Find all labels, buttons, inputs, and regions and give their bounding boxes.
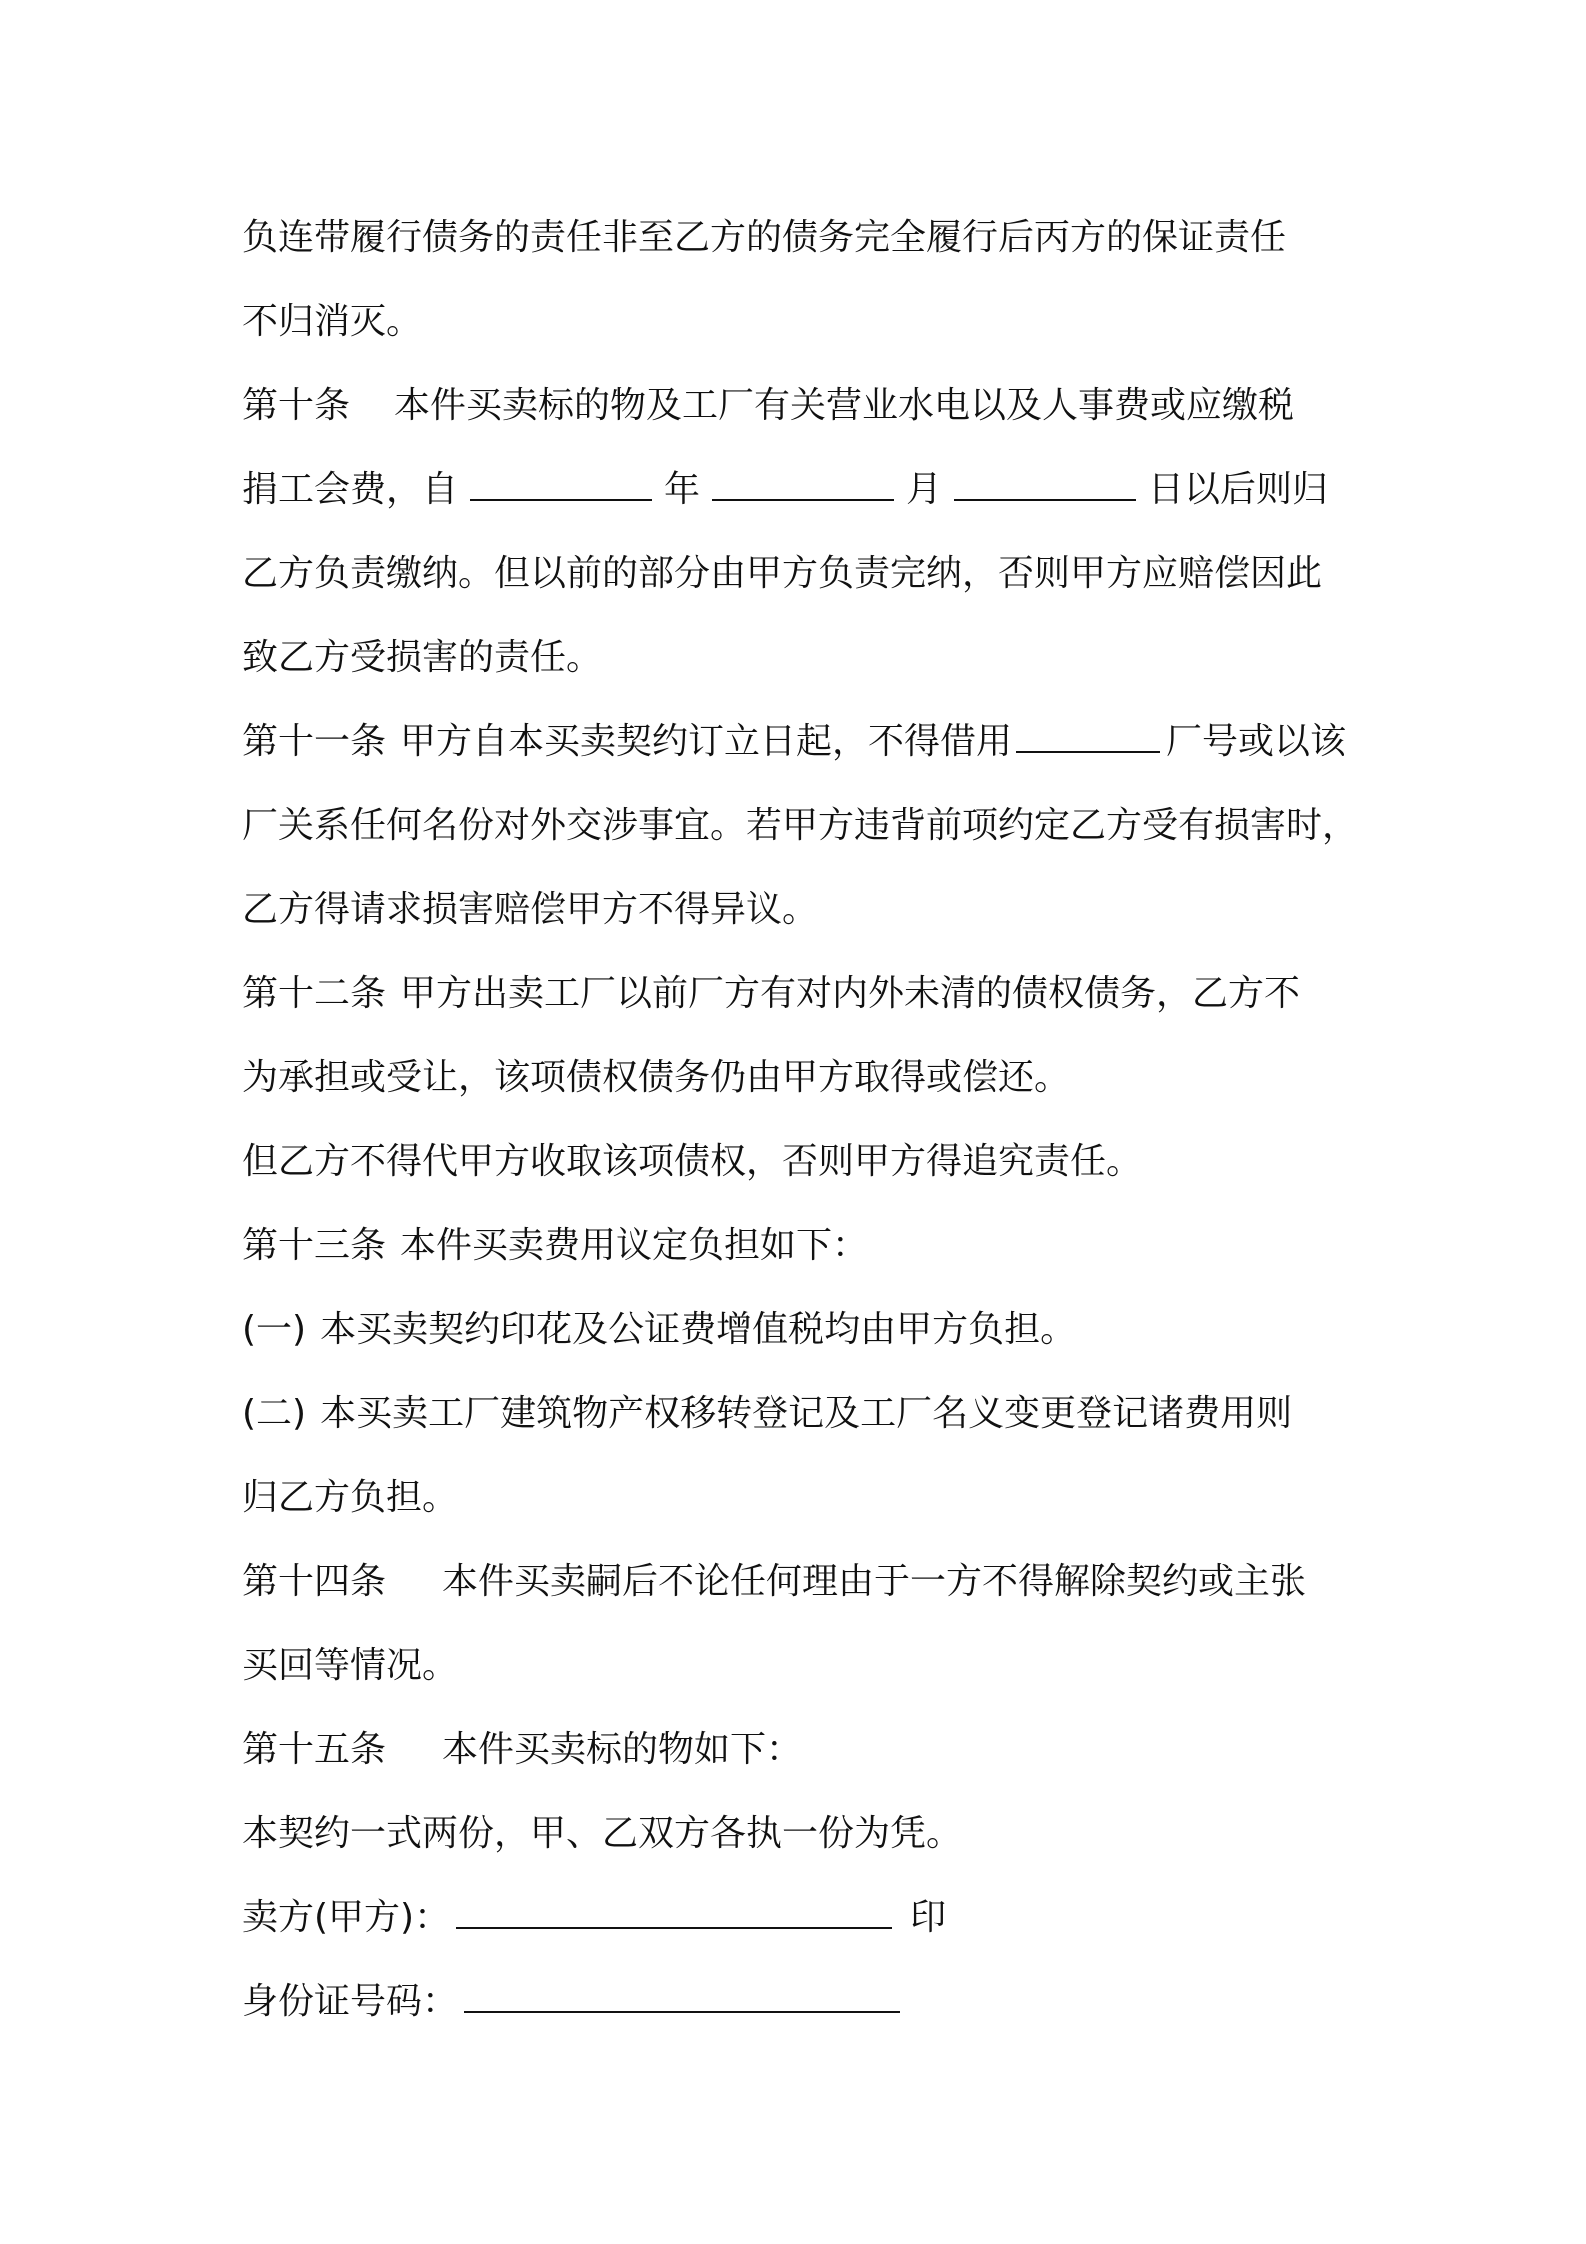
text-line [242,616,1362,700]
line-text: 甲方自本买卖契约订立日起，不得借用 [400,721,1013,762]
line-text: 乙方负责缴纳。但以前的部分由甲方负责完纳，否则甲方应赔偿因此 [242,553,1323,594]
text-line [242,868,1362,952]
article-heading: 第十三条 [242,1225,387,1266]
line-text: 甲方出卖工厂以前厂方有对内外未清的债权债务，乙方不 [400,973,1301,1014]
line-text: 捐工会费，自 [242,469,459,510]
list-item-1 [242,1288,1362,1372]
id-label: 身份证号码： [242,1981,459,2022]
line-text: 乙方得请求损害赔偿甲方不得异议。 [242,889,819,930]
id-number-blank[interactable] [464,1973,900,2013]
line-text: 负连带履行债务的责任非至乙方的债务完全履行后丙方的保证责任 [242,217,1287,258]
text-line [242,280,1362,364]
article-10-heading-line [242,364,1362,448]
text-line [242,1120,1362,1204]
line-text: 为承担或受让，该项债权债务仍由甲方取得或偿还。 [242,1057,1071,1098]
id-number-line [242,1960,1362,2044]
article-heading: 第十条 [242,385,351,426]
seal-label: 印 [910,1897,947,1938]
list-item-2 [242,1372,1362,1456]
line-text: 买回等情况。 [242,1645,459,1686]
text-line [242,1036,1362,1120]
line-text: 归乙方负担。 [242,1477,459,1518]
line-text: 本买卖工厂建筑物产权移转登记及工厂名义变更登记诸费用则 [320,1393,1293,1434]
text-line [242,196,1362,280]
line-text: 但乙方不得代甲方收取该项债权，否则甲方得追究责任。 [242,1141,1143,1182]
contract-body [242,196,1362,2044]
text-line [242,1792,1362,1876]
article-14-heading-line [242,1540,1362,1624]
text-line [242,1456,1362,1540]
month-blank[interactable] [712,461,894,501]
line-text: 本件买卖费用议定负担如下： [400,1225,869,1266]
year-blank[interactable] [470,461,652,501]
text-line [242,1624,1362,1708]
article-heading: 第十四条 [242,1561,387,1602]
year-label: 年 [664,469,701,510]
text-line [242,784,1362,868]
day-blank[interactable] [954,461,1136,501]
list-marker: (一) [242,1309,307,1350]
line-text: 日以后则归 [1148,469,1329,510]
line-text: 本件买卖嗣后不论任何理由于一方不得解除契约或主张 [442,1561,1307,1602]
article-heading: 第十五条 [242,1729,387,1770]
line-text: 本件买卖标的物及工厂有关营业水电以及人事费或应缴税 [394,385,1295,426]
article-10-date-line [242,448,1362,532]
article-11-heading-line [242,700,1362,784]
month-label: 月 [906,469,943,510]
list-marker: (二) [242,1393,307,1434]
article-13-heading-line [242,1204,1362,1288]
seller-signature-blank[interactable] [456,1889,892,1929]
line-text: 本件买卖标的物如下： [442,1729,803,1770]
line-text: 不归消灭。 [242,301,423,342]
seller-label: 卖方(甲方)： [242,1897,451,1938]
line-text: 厂号或以该 [1166,721,1347,762]
factory-name-blank[interactable] [1016,713,1160,753]
article-12-heading-line [242,952,1362,1036]
article-15-heading-line [242,1708,1362,1792]
line-text: 致乙方受损害的责任。 [242,637,603,678]
line-text: 本契约一式两份，甲、乙双方各执一份为凭。 [242,1813,963,1854]
line-text: 本买卖契约印花及公证费增值税均由甲方负担。 [320,1309,1077,1350]
line-text: 厂关系任何名份对外交涉事宜。若甲方违背前项约定乙方受有损害时， [242,805,1359,846]
article-heading: 第十一条 [242,721,387,762]
article-heading: 第十二条 [242,973,387,1014]
seller-signature-line [242,1876,1362,1960]
text-line [242,532,1362,616]
